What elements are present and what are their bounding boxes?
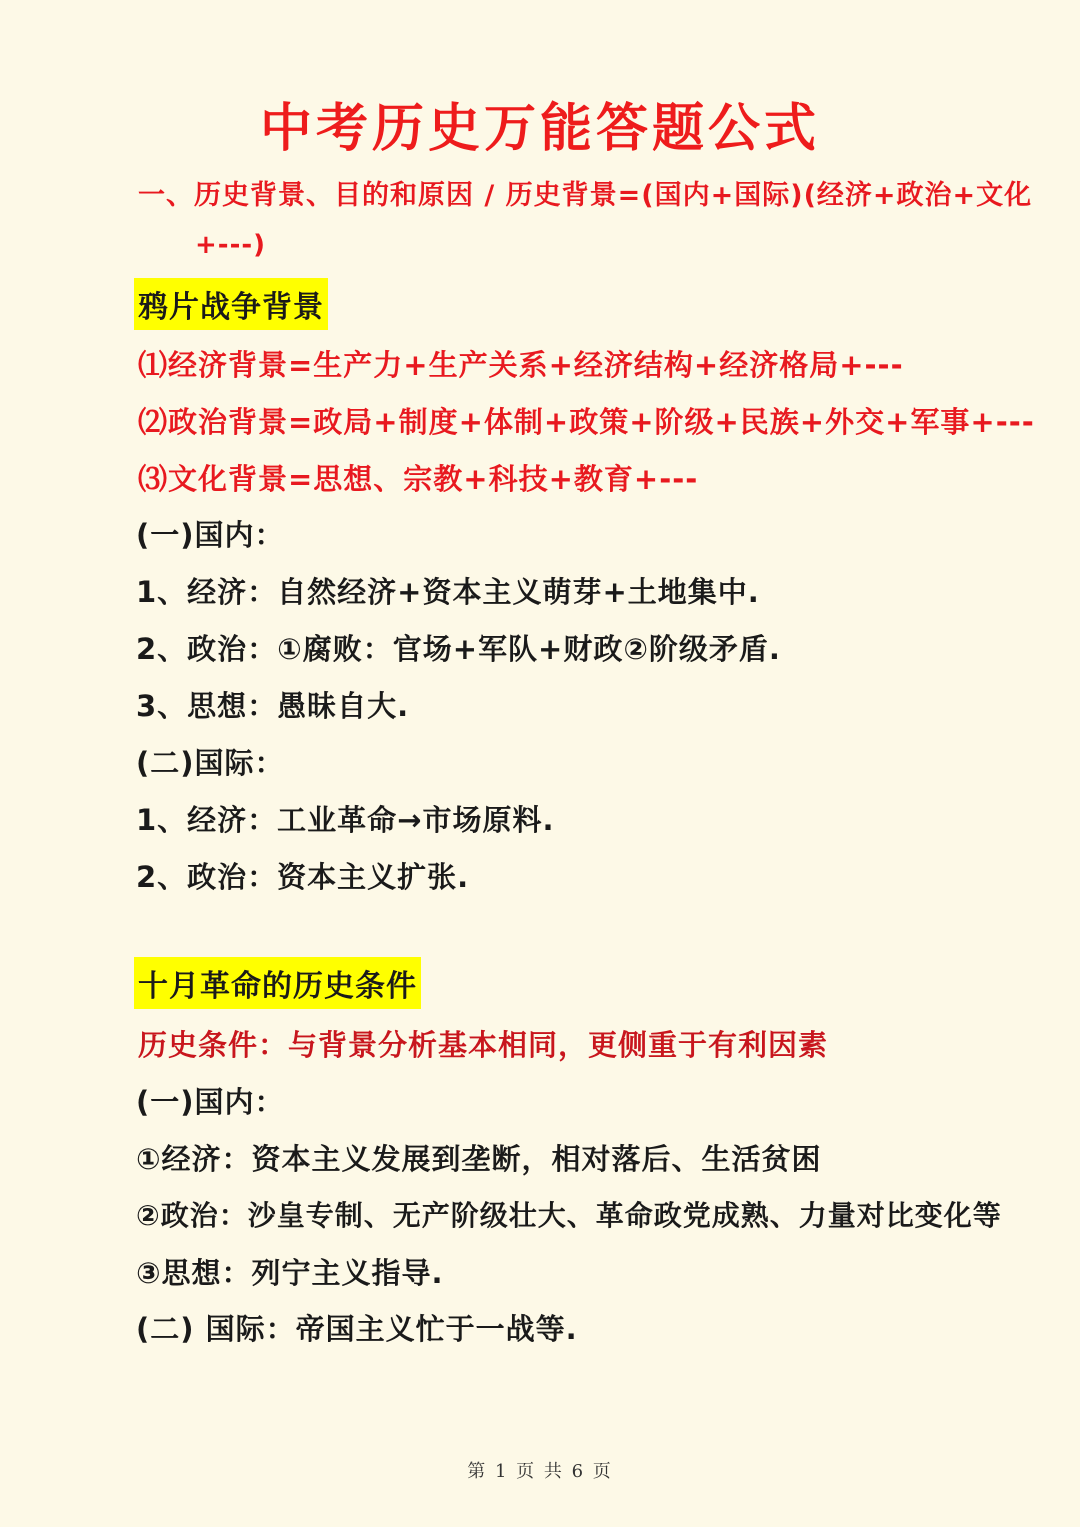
- october-international: (二) 国际：帝国主义忙于一战等.: [136, 1312, 578, 1346]
- opium-domestic-item: 1、经济：自然经济+资本主义萌芽+土地集中.: [136, 575, 760, 609]
- october-domestic-label: (一)国内：: [136, 1085, 285, 1119]
- october-domestic-item: ③思想：列宁主义指导.: [136, 1256, 444, 1290]
- section-heading-line1: 一、历史背景、目的和原因 / 历史背景=(国内+国际)(经济+政治+文化: [138, 180, 1033, 211]
- page-title: 中考历史万能答题公式: [259, 99, 820, 159]
- october-note: 历史条件：与背景分析基本相同，更侧重于有利因素: [138, 1028, 829, 1062]
- formula-political: ⑵政治背景=政局+制度+体制+政策+阶级+民族+外交+军事+---: [138, 405, 1035, 439]
- section-heading-line2: +---): [195, 230, 267, 260]
- page-number-footer: 第 1 页 共 6 页: [467, 1461, 613, 1482]
- formula-economic: ⑴经济背景=生产力+生产关系+经济结构+经济格局+---: [138, 348, 904, 382]
- opium-war-highlight: 鸦片战争背景: [134, 278, 328, 330]
- opium-international-item: 1、经济：工业革命→市场原料.: [136, 803, 555, 837]
- opium-international-label: (二)国际：: [136, 746, 285, 780]
- opium-domestic-item: 3、思想：愚昧自大.: [136, 689, 410, 723]
- opium-domestic-item: 2、政治：①腐败：官场+军队+财政②阶级矛盾.: [136, 632, 781, 666]
- opium-domestic-label: (一)国内：: [136, 518, 285, 552]
- october-domestic-item: ②政治：沙皇专制、无产阶级壮大、革命政党成熟、力量对比变化等: [136, 1199, 1002, 1232]
- opium-international-item: 2、政治：资本主义扩张.: [136, 860, 470, 894]
- formula-cultural: ⑶文化背景=思想、宗教+科技+教育+---: [138, 462, 699, 496]
- october-domestic-item: ①经济：资本主义发展到垄断，相对落后、生活贫困: [136, 1142, 822, 1176]
- october-revolution-highlight: 十月革命的历史条件: [134, 957, 421, 1009]
